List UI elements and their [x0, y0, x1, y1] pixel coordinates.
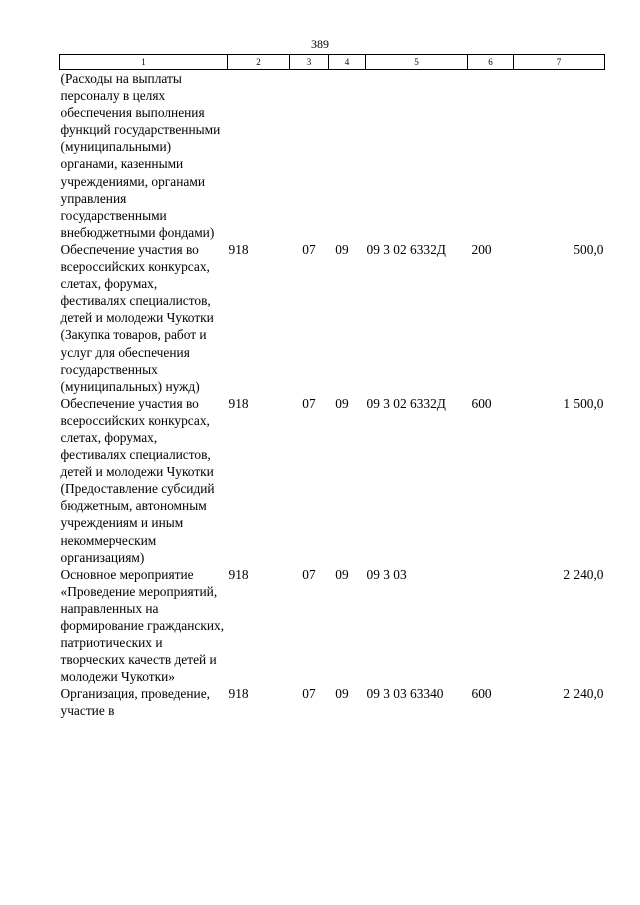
row-section-code: 07: [302, 241, 316, 257]
row-name: Обеспечение участия во всероссийских конкурсах, слетах, форумах, фестивалях специалистов, детей и молодежи Чукотки (Предоставление субсидий бюджетным, автономным учреждениям и иным некоммерческим организациям): [60, 395, 215, 565]
row-type-code: [468, 566, 514, 686]
row-amount: 500,0: [573, 241, 604, 257]
row-subsection-code: [329, 70, 366, 241]
table-row: [60, 70, 605, 241]
table-row: [60, 241, 605, 395]
row-target-code: 09 3 02 6332Д: [366, 395, 446, 411]
row-section-code: [290, 70, 329, 241]
column-header-2: 2: [228, 55, 290, 70]
row-amount: 1 500,0: [563, 395, 604, 411]
page-number: 389: [311, 37, 329, 51]
row-type-code: 600: [471, 395, 492, 411]
column-header-7: 7: [514, 55, 605, 70]
column-header-5: 5: [366, 55, 468, 70]
budget-table: [59, 54, 605, 720]
row-amount: [514, 70, 605, 241]
column-header-6: 6: [468, 55, 514, 70]
row-target-code: 09 3 03: [366, 566, 407, 582]
row-amount: 2 240,0: [563, 686, 604, 702]
table-row: [60, 566, 605, 686]
column-header-3: 3: [290, 55, 329, 70]
table-row: [60, 685, 605, 719]
row-ministry-code: 918: [228, 395, 249, 411]
row-amount: 2 240,0: [563, 566, 604, 582]
row-subsection-code: 09: [335, 395, 349, 411]
row-target-code: [366, 70, 468, 241]
row-section-code: 07: [302, 395, 316, 411]
column-header-1: 1: [60, 55, 228, 70]
row-ministry-code: 918: [228, 566, 249, 582]
row-name: (Расходы на выплаты персоналу в целях обеспечения выполнения функций государственными (муниципальными) органами, казенными учреждениями, органами управления государственными внебюджетными фондами): [60, 71, 221, 240]
row-type-code: 600: [471, 686, 492, 702]
column-header-4: 4: [329, 55, 366, 70]
row-section-code: 07: [302, 686, 316, 702]
table-row: [60, 395, 605, 566]
row-name: Организация, проведение, участие в: [60, 686, 211, 719]
row-type-code: 200: [471, 241, 492, 257]
row-subsection-code: 09: [335, 686, 349, 702]
row-type-code: [468, 70, 514, 241]
row-ministry-code: [228, 70, 290, 241]
row-ministry-code: 918: [228, 686, 249, 702]
row-name: Основное мероприятие «Проведение мероприятий, направленных на формирование гражданских, патриотических и творческих качеств детей и молодежи Чукотки»: [60, 566, 225, 685]
table-header-row: [60, 55, 605, 70]
row-target-code: 09 3 02 6332Д: [366, 241, 446, 257]
row-subsection-code: 09: [335, 566, 349, 582]
row-target-code: 09 3 03 63340: [366, 686, 444, 702]
row-name: Обеспечение участия во всероссийских конкурсах, слетах, форумах, фестивалях специалистов, детей и молодежи Чукотки (Закупка товаров, работ и услуг для обеспечения государственных (муниципальных) нужд): [60, 241, 214, 394]
row-subsection-code: 09: [335, 241, 349, 257]
row-section-code: 07: [302, 566, 316, 582]
row-ministry-code: 918: [228, 241, 249, 257]
